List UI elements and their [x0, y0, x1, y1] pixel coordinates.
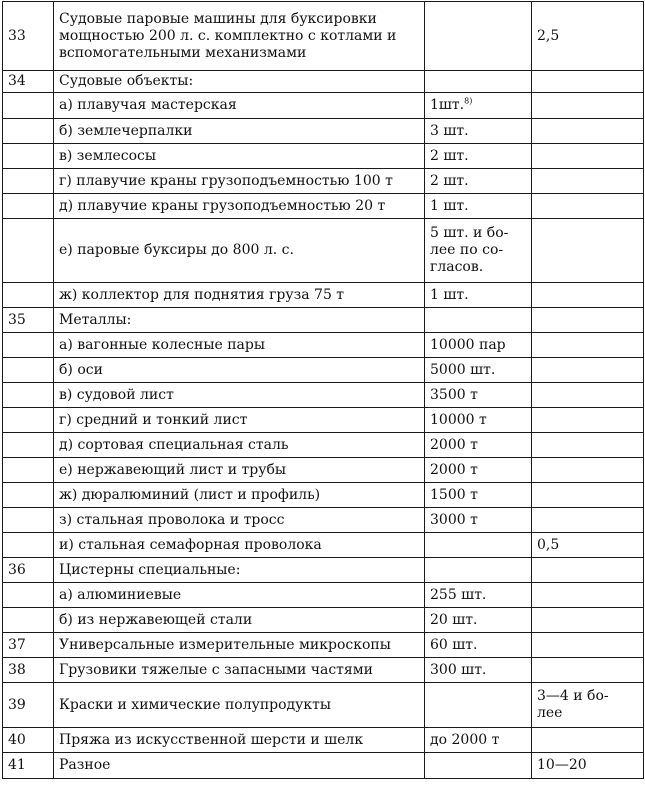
- item-value: [532, 508, 644, 533]
- item-name: г) плавучие краны грузоподъемностью 100 т: [54, 169, 425, 194]
- table-row: [3, 71, 644, 93]
- footnote-marker: 8): [464, 96, 473, 106]
- item-quantity: [425, 144, 532, 169]
- table-row: [3, 169, 644, 194]
- quantity-text: 60 шт.: [430, 636, 478, 653]
- table-row: [3, 144, 644, 169]
- item-value: 3—4 и бо- лее: [532, 683, 644, 728]
- item-quantity: [425, 219, 532, 283]
- item-name: ж) коллектор для поднятия груза 75 т: [54, 283, 425, 308]
- item-quantity: [425, 383, 532, 408]
- table-row: [3, 583, 644, 608]
- row-number: [3, 533, 54, 558]
- table-row: [3, 728, 644, 753]
- row-number: [3, 119, 54, 144]
- item-name: Судовые паровые машины для буксировки мощностью 200 л. с. комплектно с котлами и вспомогательными механизмами: [54, 2, 425, 71]
- item-name: е) нержавеющий лист и трубы: [54, 458, 425, 483]
- table-row: [3, 93, 644, 119]
- item-name: д) сортовая специальная сталь: [54, 433, 425, 458]
- item-value: [532, 458, 644, 483]
- item-quantity: [425, 658, 532, 683]
- item-quantity: [425, 333, 532, 358]
- item-quantity: [425, 683, 532, 728]
- item-name: а) плавучая мастерская: [54, 93, 425, 119]
- quantity-text: 10000 т: [430, 411, 487, 428]
- item-value: [532, 728, 644, 753]
- table-row: [3, 308, 644, 333]
- table-row: [3, 483, 644, 508]
- item-quantity: [425, 71, 532, 93]
- table-row: [3, 283, 644, 308]
- table-row: [3, 333, 644, 358]
- table-row: [3, 508, 644, 533]
- item-value: [532, 283, 644, 308]
- item-name: г) средний и тонкий лист: [54, 408, 425, 433]
- table-row: [3, 219, 644, 283]
- row-number: 38: [3, 658, 54, 683]
- item-value: [532, 633, 644, 658]
- row-number: [3, 358, 54, 383]
- item-quantity: [425, 169, 532, 194]
- item-value: [532, 608, 644, 633]
- item-name: Металлы:: [54, 308, 425, 333]
- table-row: [3, 753, 644, 779]
- table-row: [3, 458, 644, 483]
- item-quantity: [425, 283, 532, 308]
- item-quantity: [425, 583, 532, 608]
- row-number: [3, 483, 54, 508]
- row-number: [3, 383, 54, 408]
- item-value: [532, 558, 644, 583]
- item-name: Судовые объекты:: [54, 71, 425, 93]
- item-quantity: [425, 194, 532, 219]
- quantity-text: до 2000 т: [430, 731, 500, 748]
- quantity-text: 2000 т: [430, 461, 478, 478]
- table-body: [3, 2, 644, 779]
- quantity-text: 2000 т: [430, 436, 478, 453]
- item-quantity: [425, 608, 532, 633]
- row-number: 35: [3, 308, 54, 333]
- row-number: 34: [3, 71, 54, 93]
- item-value: [532, 219, 644, 283]
- item-quantity: [425, 483, 532, 508]
- quantity-text: 3000 т: [430, 511, 478, 528]
- row-number: [3, 169, 54, 194]
- item-name: ж) дюралюминий (лист и профиль): [54, 483, 425, 508]
- item-name: е) паровые буксиры до 800 л. с.: [54, 219, 425, 283]
- quantity-text: 1 шт.: [430, 197, 469, 214]
- row-number: 39: [3, 683, 54, 728]
- item-quantity: [425, 508, 532, 533]
- row-number: [3, 433, 54, 458]
- quantity-text: 1500 т: [430, 486, 478, 503]
- item-value: 10—20: [532, 753, 644, 779]
- item-value: [532, 433, 644, 458]
- table-row: [3, 2, 644, 71]
- row-number: [3, 144, 54, 169]
- quantity-text: 20 шт.: [430, 611, 478, 628]
- item-name: д) плавучие краны грузоподъемностью 20 т: [54, 194, 425, 219]
- row-number: [3, 583, 54, 608]
- item-name: в) судовой лист: [54, 383, 425, 408]
- row-number: [3, 608, 54, 633]
- row-number: [3, 283, 54, 308]
- table-row: [3, 683, 644, 728]
- row-number: [3, 508, 54, 533]
- item-value: 0,5: [532, 533, 644, 558]
- row-number: 33: [3, 2, 54, 71]
- item-quantity: [425, 753, 532, 779]
- table-row: [3, 194, 644, 219]
- item-value: [532, 308, 644, 333]
- item-value: [532, 119, 644, 144]
- row-number: [3, 458, 54, 483]
- item-quantity: [425, 93, 532, 119]
- item-quantity: [425, 308, 532, 333]
- table-row: [3, 533, 644, 558]
- row-number: 36: [3, 558, 54, 583]
- row-number: 40: [3, 728, 54, 753]
- row-number: 37: [3, 633, 54, 658]
- item-name: Пряжа из искусственной шерсти и шелк: [54, 728, 425, 753]
- item-name: б) землечерпалки: [54, 119, 425, 144]
- item-quantity: [425, 433, 532, 458]
- quantity-text: 3500 т: [430, 386, 478, 403]
- item-quantity: [425, 2, 532, 71]
- item-name: и) стальная семафорная проволока: [54, 533, 425, 558]
- row-number: [3, 333, 54, 358]
- quantity-text: 5000 шт.: [430, 361, 496, 378]
- item-value: [532, 93, 644, 119]
- item-value: [532, 71, 644, 93]
- item-name: Разное: [54, 753, 425, 779]
- table-row: [3, 558, 644, 583]
- item-value: [532, 358, 644, 383]
- goods-table: [2, 1, 644, 779]
- quantity-text: 2 шт.: [430, 147, 469, 164]
- item-value: [532, 408, 644, 433]
- quantity-text: 1шт.: [430, 97, 465, 113]
- item-name: з) стальная проволока и тросс: [54, 508, 425, 533]
- quantity-text: 1 шт.: [430, 286, 469, 303]
- item-value: [532, 194, 644, 219]
- item-quantity: [425, 119, 532, 144]
- item-quantity: [425, 558, 532, 583]
- quantity-text: 3 шт.: [430, 122, 469, 139]
- item-name: а) вагонные колесные пары: [54, 333, 425, 358]
- quantity-text: 300 шт.: [430, 661, 487, 678]
- table-row: [3, 119, 644, 144]
- item-value: [532, 483, 644, 508]
- item-name: а) алюминиевые: [54, 583, 425, 608]
- item-value: [532, 658, 644, 683]
- item-name: Цистерны специальные:: [54, 558, 425, 583]
- row-number: [3, 219, 54, 283]
- item-quantity: [425, 633, 532, 658]
- quantity-text: 255 шт.: [430, 586, 487, 603]
- item-name: б) из нержавеющей стали: [54, 608, 425, 633]
- quantity-text: 2 шт.: [430, 172, 469, 189]
- item-value: [532, 383, 644, 408]
- item-name: б) оси: [54, 358, 425, 383]
- table-row: [3, 358, 644, 383]
- table-row: [3, 633, 644, 658]
- item-value: [532, 169, 644, 194]
- quantity-text: 5 шт. и бо- лее по со- гласов.: [430, 225, 509, 275]
- table-row: [3, 383, 644, 408]
- item-name: Грузовики тяжелые с запасными частями: [54, 658, 425, 683]
- quantity-text: 10000 пар: [430, 336, 506, 353]
- item-quantity: [425, 533, 532, 558]
- item-name: Краски и химические полупродукты: [54, 683, 425, 728]
- row-number: [3, 194, 54, 219]
- table-row: [3, 608, 644, 633]
- row-number: 41: [3, 753, 54, 779]
- item-value: [532, 144, 644, 169]
- item-quantity: [425, 358, 532, 383]
- item-name: Универсальные измерительные микроскопы: [54, 633, 425, 658]
- table-row: [3, 433, 644, 458]
- item-value: [532, 583, 644, 608]
- item-name: в) землесосы: [54, 144, 425, 169]
- item-quantity: [425, 408, 532, 433]
- item-quantity: [425, 728, 532, 753]
- item-quantity: [425, 458, 532, 483]
- table-row: [3, 408, 644, 433]
- row-number: [3, 93, 54, 119]
- item-value: [532, 333, 644, 358]
- row-number: [3, 408, 54, 433]
- table-row: [3, 658, 644, 683]
- item-value: 2,5: [532, 2, 644, 71]
